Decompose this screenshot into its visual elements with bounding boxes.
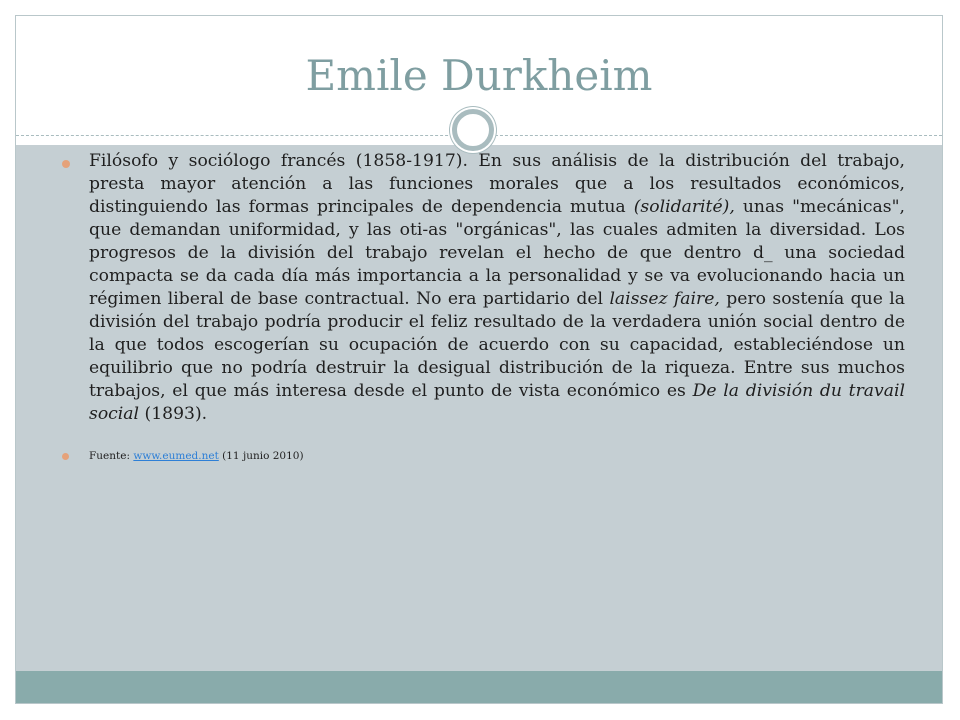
- body-emphasis-laissez-faire: laissez faire,: [609, 289, 720, 309]
- body-text-part: (1893).: [139, 404, 208, 424]
- source-date: (11 junio 2010): [218, 450, 304, 462]
- source-label: Fuente:: [89, 450, 134, 462]
- footer-bar: [16, 671, 942, 703]
- bullet-dot-icon: [62, 160, 70, 168]
- body-text-part: Filósofo y sociólogo francés (1858-1917). En sus análisis de la distribución del trabajo, presta mayor atención a las funciones morales que a los resultados económicos, distinguiendo las formas principales de dependencia mutua: [89, 151, 905, 217]
- body-emphasis-book-title: De la división du travail social: [89, 381, 905, 424]
- slide-title: Emile Durkheim: [305, 51, 653, 100]
- bullet-dot-icon: [62, 453, 69, 460]
- biography-text: [89, 150, 905, 426]
- source-link[interactable]: www.eumed.net: [133, 450, 219, 462]
- ring-ornament-icon: [452, 109, 494, 151]
- body-text-part: unas "mecánicas", que demandan uniformidad, y las oti-as "orgánicas", las cuales admiten la diversidad. Los progresos de la división del trabajo revelan el hecho de que dentro d_ una sociedad compacta se da cada día más importancia a la personalidad y se va evolucionando hacia un régimen liberal de base contractual. No era partidario del: [89, 197, 905, 309]
- body-text-part: pero sostenía que la división del trabajo podría producir el feliz resultado de la verdadera unión social dentro de la que todos escogerían su ocupación de acuerdo con su capacidad, estableciéndose un equilibrio que no podría destruir la desigual distribución de la riqueza. Entre sus muchos trabajos, el que más interesa desde el punto de vista económico es: [89, 289, 905, 401]
- slide: [15, 15, 943, 704]
- source-text: [89, 448, 905, 464]
- bullet-list: [62, 150, 905, 464]
- bullet-item-source: [62, 448, 905, 464]
- body-emphasis-solidarite: (solidarité),: [633, 197, 735, 217]
- bullet-item-biography: [62, 150, 905, 426]
